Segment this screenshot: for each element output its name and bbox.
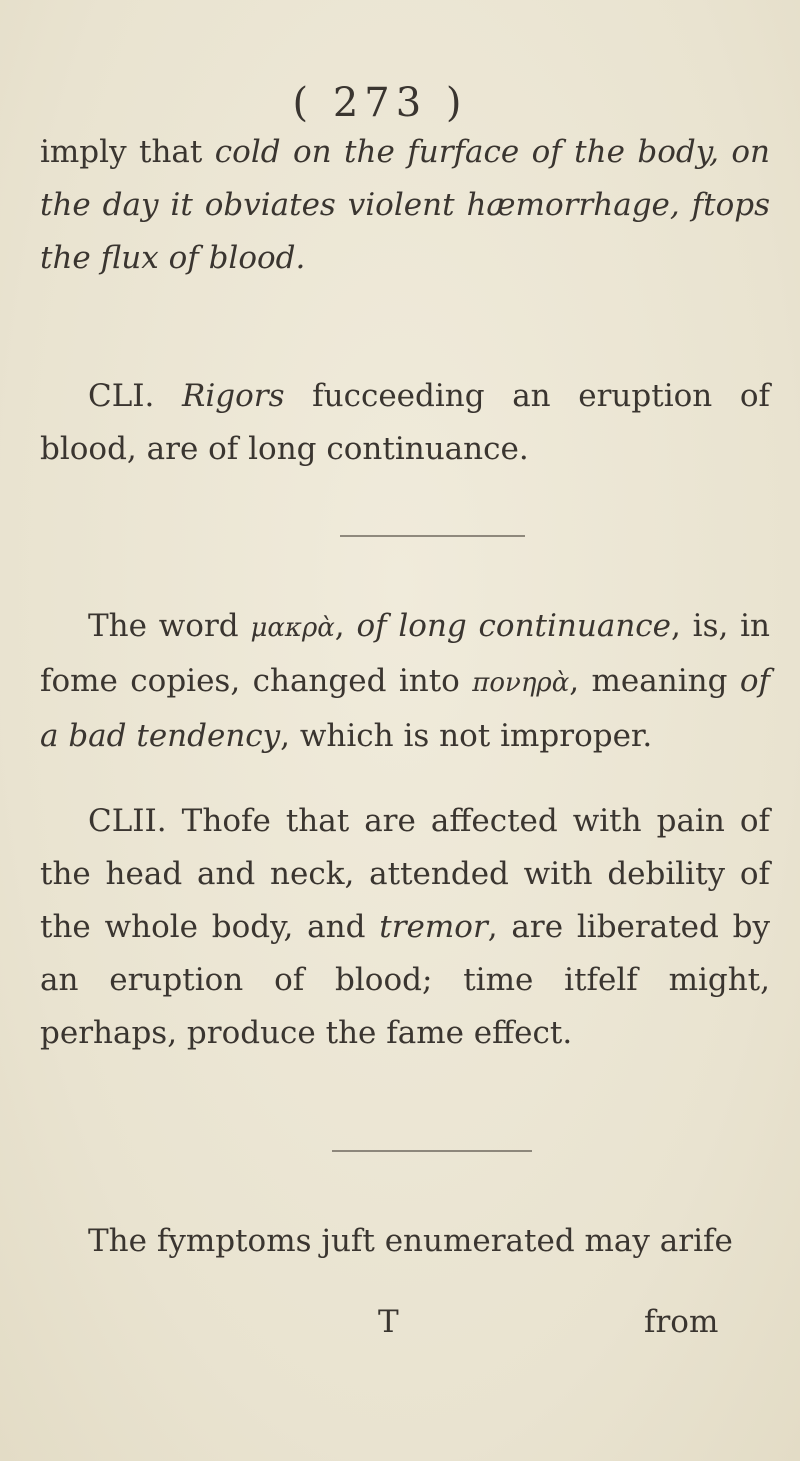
note-text-5: , which is not improper. (280, 718, 653, 754)
section-divider-1 (340, 535, 525, 537)
closing-line (40, 1215, 770, 1268)
note-greek-1: μακρὰ (250, 613, 335, 643)
aphorism-cli-text-2: fucceeding an eruption of blood, are of long continuance. (40, 378, 770, 467)
note-italic-1: of long continuance (356, 608, 672, 644)
note-text-2: , (334, 608, 357, 644)
note-text-3: , is, in fome copies, changed into (40, 608, 771, 699)
aphorism-cli (40, 370, 770, 476)
catchword: from (644, 1304, 719, 1340)
note-text-1: The word (88, 608, 251, 644)
note-italic-2: of a bad tendency (40, 663, 771, 754)
commentary-note (40, 600, 770, 763)
page-footer (0, 1304, 800, 1354)
continuation-text-1: imply that (40, 134, 215, 170)
aphorism-cli-text-1 (154, 378, 182, 414)
aphorism-cli-number: CLI. (88, 378, 155, 414)
aphorism-clii-text-1: Thofe that are affected with pain of the head and neck, attended with debility of the whole body, and (40, 803, 770, 945)
aphorism-clii-italic: tremor (379, 909, 488, 945)
continuation-paragraph (40, 126, 770, 285)
aphorism-cli-italic: Rigors (182, 378, 285, 414)
section-divider-2 (332, 1150, 532, 1152)
note-text-4: , meaning (569, 663, 740, 699)
closing-text: The fymptoms juft enumerated may arife (88, 1223, 733, 1259)
continuation-italic-1: cold on the furface of the body, on (214, 134, 771, 170)
note-greek-2: πονηρὰ (472, 668, 570, 698)
signature-mark: T (378, 1304, 399, 1340)
aphorism-clii (40, 795, 770, 1060)
continuation-italic-2: the day it obviates violent hæmorrhage, ftops the flux of blood. (40, 187, 770, 276)
aphorism-clii-text-2: , are liberated by an eruption of blood; time itfelf might, perhaps, produce the fame effect. (40, 909, 770, 1051)
page-number: ( 273 ) (292, 80, 468, 126)
aphorism-clii-number: CLII. (88, 803, 167, 839)
